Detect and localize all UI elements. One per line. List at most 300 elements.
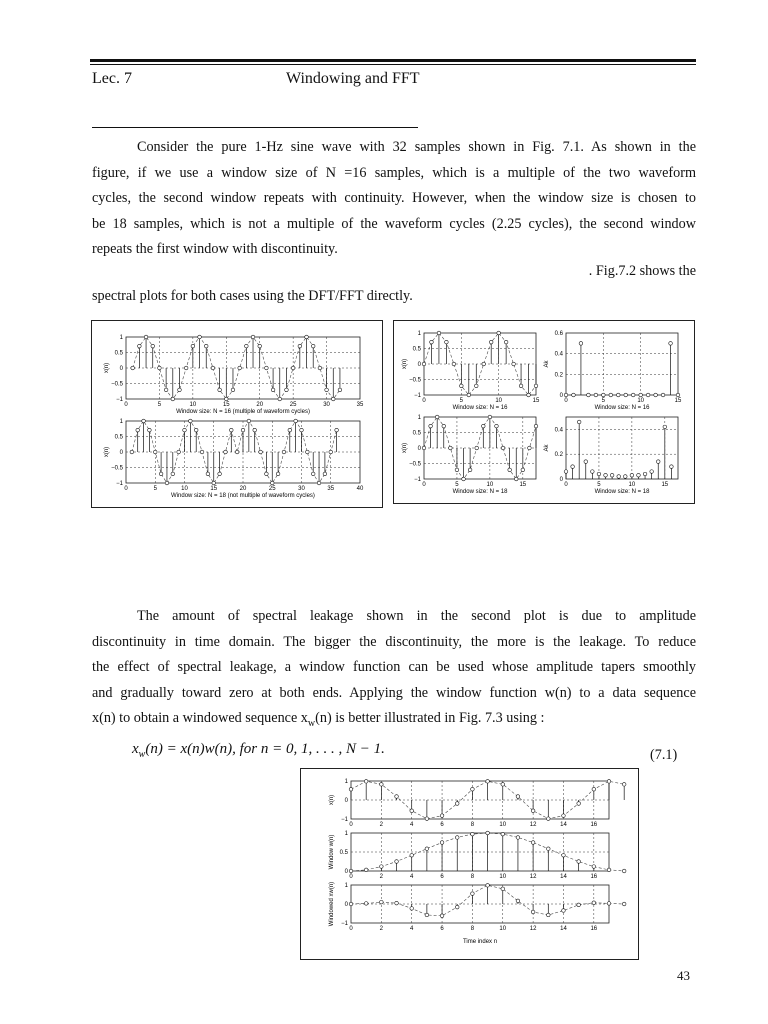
stem-marker bbox=[637, 473, 641, 477]
x-tick-label: 0 bbox=[564, 482, 568, 488]
stem-marker bbox=[437, 331, 441, 335]
x-tick-label: 5 bbox=[153, 486, 157, 492]
paragraph-1 bbox=[92, 135, 696, 263]
stem-marker bbox=[158, 366, 162, 370]
stem-marker bbox=[198, 335, 202, 339]
y-tick-label: 1 bbox=[344, 883, 348, 889]
x-tick-label: 6 bbox=[440, 822, 444, 828]
stem-marker bbox=[643, 472, 647, 476]
p2-line-last bbox=[92, 706, 696, 736]
stem-marker bbox=[410, 809, 414, 813]
x-tick-label: 0 bbox=[422, 482, 426, 488]
stem-marker bbox=[270, 481, 274, 485]
stem-marker bbox=[610, 473, 614, 477]
stem-marker bbox=[656, 460, 660, 464]
x-tick-label: 14 bbox=[560, 926, 567, 932]
stem-marker bbox=[194, 428, 198, 432]
stem-marker bbox=[206, 472, 210, 476]
chapter-title: Windowing and FFT bbox=[286, 70, 420, 87]
stem-marker bbox=[622, 902, 626, 906]
stem-marker bbox=[449, 446, 453, 450]
stem-marker bbox=[318, 366, 322, 370]
stem-marker bbox=[151, 344, 155, 348]
lecture-number: Lec. 7 bbox=[92, 70, 132, 87]
stem-marker bbox=[504, 340, 508, 344]
stem-marker bbox=[278, 397, 282, 401]
x-tick-label: 10 bbox=[189, 402, 197, 408]
y-tick-label: 0.4 bbox=[554, 427, 563, 434]
stem-marker bbox=[534, 424, 538, 428]
p1-line: be 18 samples, which is not a multiple of the waveform cycles (2.25 cycles), the second window bbox=[92, 215, 696, 232]
stem-marker bbox=[650, 470, 654, 474]
x-tick-label: 15 bbox=[210, 486, 218, 492]
stem-marker bbox=[159, 472, 163, 476]
x-tick-label: 10 bbox=[486, 482, 494, 488]
eq-lhs: x bbox=[132, 741, 139, 757]
x-tick-label: 15 bbox=[661, 482, 669, 488]
stem-marker bbox=[501, 832, 505, 836]
stem-marker bbox=[528, 446, 532, 450]
stem-marker bbox=[130, 450, 134, 454]
y-tick-label: 0.2 bbox=[554, 372, 563, 379]
x-tick-label: 8 bbox=[470, 822, 475, 828]
stem-marker bbox=[486, 884, 490, 888]
stem-marker bbox=[592, 865, 596, 869]
stem-marker bbox=[364, 868, 368, 872]
stem-marker bbox=[571, 465, 575, 469]
x-tick-label: 4 bbox=[410, 822, 414, 828]
stem-marker bbox=[265, 472, 269, 476]
x-tick-label: 0 bbox=[349, 874, 353, 880]
x-tick-label: 14 bbox=[560, 874, 567, 880]
x-tick-label: 16 bbox=[590, 874, 598, 880]
x-tick-label: 30 bbox=[298, 486, 305, 492]
stem-marker bbox=[440, 814, 444, 818]
stem-marker bbox=[429, 424, 433, 428]
stem-marker bbox=[531, 841, 535, 845]
y-tick-label: −0.5 bbox=[409, 377, 421, 384]
panel-caption: Window size: N = 16 bbox=[594, 405, 650, 411]
panel-caption: Window size: N = 18 (not multiple of waveform cycles) bbox=[171, 493, 315, 499]
stem-marker bbox=[349, 787, 353, 791]
stem-marker bbox=[329, 450, 333, 454]
y-tick-label: 0.5 bbox=[114, 434, 123, 441]
figure-7-2 bbox=[393, 320, 695, 504]
stem-marker bbox=[300, 428, 304, 432]
stem-marker bbox=[338, 388, 342, 392]
x-tick-label: 10 bbox=[495, 398, 503, 404]
stem-marker bbox=[144, 335, 148, 339]
x-tick-label: 40 bbox=[356, 486, 364, 492]
page-number: 43 bbox=[677, 968, 690, 983]
y-axis-label: Ak bbox=[544, 360, 550, 368]
stem-marker bbox=[241, 428, 245, 432]
stem-marker bbox=[622, 869, 626, 873]
stem-marker bbox=[609, 393, 613, 397]
y-tick-label: 0 bbox=[417, 362, 421, 368]
y-tick-label: 0 bbox=[344, 798, 348, 804]
stem-marker bbox=[148, 428, 152, 432]
stem-marker bbox=[212, 481, 216, 485]
stem-marker bbox=[282, 450, 286, 454]
stem-marker bbox=[471, 892, 475, 896]
x-tick-label: 10 bbox=[181, 486, 188, 492]
stem-marker bbox=[136, 428, 140, 432]
stem-marker bbox=[380, 783, 384, 787]
figure-7-1 bbox=[91, 320, 383, 508]
stem-marker bbox=[294, 419, 298, 423]
stem-marker bbox=[380, 865, 384, 869]
stem-marker bbox=[395, 795, 399, 799]
p2-line: The amount of spectral leakage shown in the second plot is due to amplitude bbox=[137, 608, 696, 624]
stem-marker bbox=[564, 470, 568, 474]
stem-marker bbox=[410, 907, 414, 911]
stem-marker bbox=[486, 831, 490, 835]
p2-line: discontinuity in time domain. The bigger the discontinuity, the more is the leakage. To reduce bbox=[92, 633, 696, 650]
stem-marker bbox=[265, 366, 269, 370]
stem-marker bbox=[460, 384, 464, 388]
stem-marker bbox=[440, 841, 444, 845]
header-rule-thin bbox=[90, 64, 696, 65]
x-tick-label: 15 bbox=[222, 402, 230, 408]
p2-last-post: (n) is better illustrated in Fig. 7.3 using : bbox=[315, 710, 545, 727]
panel-caption: Window size: N = 16 bbox=[452, 405, 508, 411]
panel-caption: Window size: N = 18 bbox=[452, 489, 508, 495]
x-tick-label: 20 bbox=[256, 402, 264, 408]
stem-marker bbox=[325, 388, 329, 392]
x-tick-label: 8 bbox=[470, 874, 475, 880]
stem-marker bbox=[646, 393, 650, 397]
y-tick-label: 1 bbox=[344, 779, 348, 785]
stem-marker bbox=[285, 388, 289, 392]
eq-lhs-sub: w bbox=[138, 749, 146, 760]
p1-line: cycles, the second window repeats with continuity. However, when the window size is chosen to bbox=[92, 190, 696, 207]
x-tick-label: 0 bbox=[349, 926, 353, 932]
stem-marker bbox=[380, 900, 384, 904]
stem-marker bbox=[531, 910, 535, 914]
stem-marker bbox=[630, 473, 634, 477]
stem-marker bbox=[501, 446, 505, 450]
stem-marker bbox=[579, 342, 583, 346]
stem-marker bbox=[594, 393, 598, 397]
stem-marker bbox=[584, 460, 588, 464]
stem-marker bbox=[422, 362, 426, 366]
stem-marker bbox=[669, 342, 673, 346]
y-tick-label: 0.6 bbox=[554, 331, 563, 337]
fig72-intro-fragment: . Fig.7.2 shows the bbox=[588, 263, 696, 279]
stem-marker bbox=[455, 836, 459, 840]
stem-marker bbox=[516, 836, 520, 840]
stem-marker bbox=[471, 787, 475, 791]
stem-marker bbox=[617, 475, 621, 479]
stem-marker bbox=[317, 481, 321, 485]
stem-marker bbox=[534, 384, 538, 388]
header-rule-thick bbox=[90, 59, 696, 62]
x-tick-label: 15 bbox=[532, 398, 540, 404]
stem-marker bbox=[258, 344, 262, 348]
p2-last-sub: w bbox=[307, 718, 316, 730]
stem-marker bbox=[455, 905, 459, 909]
stem-marker bbox=[452, 362, 456, 366]
stem-marker bbox=[230, 428, 234, 432]
stem-marker bbox=[138, 344, 142, 348]
y-tick-label: 0 bbox=[417, 446, 421, 452]
stem-marker bbox=[562, 814, 566, 818]
stem-marker bbox=[597, 472, 601, 476]
stem-marker bbox=[602, 393, 606, 397]
stem-marker bbox=[587, 393, 591, 397]
stem-marker bbox=[410, 853, 414, 857]
stem-marker bbox=[349, 869, 353, 873]
spectral-line: spectral plots for both cases using the DFT/FFT directly. bbox=[92, 288, 413, 304]
y-tick-label: −0.5 bbox=[111, 381, 123, 388]
y-tick-label: 1 bbox=[417, 415, 421, 421]
stem-marker bbox=[591, 470, 595, 474]
stem-marker bbox=[211, 366, 215, 370]
y-tick-label: −0.5 bbox=[111, 465, 123, 472]
stem-marker bbox=[288, 428, 292, 432]
x-tick-label: 0 bbox=[422, 398, 426, 404]
stem-marker bbox=[486, 780, 490, 784]
stem-marker bbox=[623, 475, 627, 479]
y-tick-label: 0 bbox=[119, 450, 123, 456]
stem-marker bbox=[218, 388, 222, 392]
stem-marker bbox=[462, 477, 466, 481]
p1-line: figure, if we use a window size of N =16 samples, which is a multiple of the two waveform bbox=[92, 164, 696, 181]
stem-marker bbox=[191, 344, 195, 348]
y-tick-label: 1 bbox=[119, 419, 123, 425]
x-tick-label: 0 bbox=[124, 486, 128, 492]
stem-marker bbox=[440, 914, 444, 918]
y-tick-label: 1 bbox=[119, 335, 123, 341]
stem-marker bbox=[189, 419, 193, 423]
stem-marker bbox=[572, 393, 576, 397]
stem-marker bbox=[527, 393, 531, 397]
y-axis-label: x(n) bbox=[329, 794, 335, 806]
stem-marker bbox=[276, 472, 280, 476]
panel-caption: Window size: N = 18 bbox=[594, 489, 650, 495]
x-tick-label: 4 bbox=[410, 874, 414, 880]
x-tick-label: 10 bbox=[499, 926, 507, 932]
x-tick-label: 10 bbox=[499, 822, 507, 828]
x-tick-label: 12 bbox=[529, 874, 537, 880]
paragraph-2 bbox=[92, 604, 696, 737]
x-tick-label: 20 bbox=[239, 486, 247, 492]
p1-line: repeats the first window with discontinuity. bbox=[92, 241, 338, 258]
stem-marker bbox=[200, 450, 204, 454]
plot-frame bbox=[566, 333, 678, 395]
stem-marker bbox=[445, 340, 449, 344]
x-tick-label: 25 bbox=[289, 402, 297, 408]
stem-marker bbox=[349, 902, 353, 906]
y-tick-label: 1 bbox=[344, 831, 348, 837]
stem-marker bbox=[171, 472, 175, 476]
figure-7-3 bbox=[300, 768, 639, 960]
x-tick-label: 5 bbox=[601, 398, 606, 404]
y-tick-label: 0 bbox=[559, 393, 563, 399]
stem-marker bbox=[131, 366, 135, 370]
stem-marker bbox=[676, 393, 680, 397]
stem-marker bbox=[291, 366, 295, 370]
x-tick-label: 10 bbox=[499, 874, 507, 880]
stem-marker bbox=[546, 847, 550, 851]
x-tick-label: 0 bbox=[564, 398, 568, 404]
stem-marker bbox=[616, 393, 620, 397]
y-axis-label: x(n) bbox=[402, 358, 408, 370]
stem-marker bbox=[670, 465, 674, 469]
p2-last-pre: x(n) to obtain a windowed sequence x bbox=[92, 710, 308, 727]
x-tick-label: 5 bbox=[157, 402, 162, 408]
x-tick-label: 30 bbox=[323, 402, 330, 408]
stem-marker bbox=[238, 366, 242, 370]
stem-marker bbox=[495, 424, 499, 428]
x-tick-label: 15 bbox=[674, 398, 682, 404]
stem-marker bbox=[455, 468, 459, 472]
x-tick-label: 35 bbox=[356, 402, 364, 408]
stem-marker bbox=[335, 428, 339, 432]
stem-marker bbox=[165, 481, 169, 485]
y-tick-label: −1 bbox=[414, 393, 421, 399]
stem-marker bbox=[607, 902, 611, 906]
stem-marker bbox=[661, 393, 665, 397]
section-rule bbox=[92, 127, 418, 128]
stem-marker bbox=[430, 340, 434, 344]
stem-marker bbox=[364, 902, 368, 906]
x-tick-label: 2 bbox=[379, 926, 384, 932]
stem-marker bbox=[607, 780, 611, 784]
x-axis-label: Time index n bbox=[462, 939, 498, 945]
stem-marker bbox=[442, 424, 446, 428]
y-tick-label: 0.5 bbox=[412, 430, 421, 437]
stem-marker bbox=[364, 780, 368, 784]
stem-marker bbox=[235, 450, 239, 454]
stem-marker bbox=[253, 428, 257, 432]
stem-marker bbox=[531, 809, 535, 813]
y-tick-label: −1 bbox=[116, 397, 123, 403]
stem-marker bbox=[622, 783, 626, 787]
y-tick-label: 0.5 bbox=[412, 346, 421, 353]
y-tick-label: 0 bbox=[344, 869, 348, 875]
stem-marker bbox=[481, 424, 485, 428]
y-tick-label: 0 bbox=[344, 902, 348, 908]
x-tick-label: 2 bbox=[379, 874, 384, 880]
stem-marker bbox=[164, 388, 168, 392]
stem-marker bbox=[639, 393, 643, 397]
equation-7-1 bbox=[132, 741, 385, 760]
y-tick-label: 0.2 bbox=[554, 452, 563, 459]
x-tick-label: 4 bbox=[410, 926, 414, 932]
stem-marker bbox=[422, 446, 426, 450]
x-tick-label: 6 bbox=[440, 926, 444, 932]
y-tick-label: 0.4 bbox=[554, 351, 563, 358]
p1-line: Consider the pure 1-Hz sine wave with 32 samples shown in Fig. 7.1. As shown in the bbox=[137, 139, 696, 155]
stem-marker bbox=[467, 393, 471, 397]
stem-marker bbox=[564, 393, 568, 397]
stem-marker bbox=[306, 450, 310, 454]
x-tick-label: 10 bbox=[628, 482, 636, 488]
stem-marker bbox=[577, 420, 581, 424]
stem-marker bbox=[546, 817, 550, 821]
y-axis-label: x(n) bbox=[104, 446, 110, 458]
stem-marker bbox=[514, 477, 518, 481]
stem-marker bbox=[305, 335, 309, 339]
p2-line: the effect of spectral leakage, a window function can be used whose amplitude tapers smoothly bbox=[92, 659, 696, 676]
y-tick-label: 0.5 bbox=[339, 850, 348, 856]
eq-rhs: (n) = x(n)w(n), for n = 0, 1, . . . , N − 1. bbox=[145, 741, 385, 757]
y-tick-label: −1 bbox=[414, 477, 421, 483]
x-tick-label: 6 bbox=[440, 874, 444, 880]
stem-marker bbox=[654, 393, 658, 397]
stem-marker bbox=[471, 832, 475, 836]
stem-marker bbox=[592, 901, 596, 905]
stem-marker bbox=[224, 397, 228, 401]
x-tick-label: 16 bbox=[590, 926, 598, 932]
stem-marker bbox=[607, 868, 611, 872]
x-tick-label: 2 bbox=[379, 822, 384, 828]
x-tick-label: 16 bbox=[590, 822, 598, 828]
stem-marker bbox=[521, 468, 525, 472]
panel-caption: Window size: N = 16 (multiple of waveform cycles) bbox=[176, 409, 310, 415]
stem-marker bbox=[482, 362, 486, 366]
stem-marker bbox=[501, 887, 505, 891]
stem-marker bbox=[231, 388, 235, 392]
stem-marker bbox=[323, 472, 327, 476]
x-tick-label: 10 bbox=[637, 398, 645, 404]
stem-marker bbox=[489, 340, 493, 344]
stem-marker bbox=[183, 428, 187, 432]
stem-marker bbox=[259, 450, 263, 454]
stem-marker bbox=[519, 384, 523, 388]
x-tick-label: 12 bbox=[529, 926, 537, 932]
stem-marker bbox=[501, 783, 505, 787]
stem-marker bbox=[395, 860, 399, 864]
x-tick-label: 15 bbox=[519, 482, 527, 488]
stem-marker bbox=[474, 384, 478, 388]
stem-marker bbox=[395, 901, 399, 905]
stem-marker bbox=[577, 860, 581, 864]
stem-marker bbox=[204, 344, 208, 348]
x-tick-label: 8 bbox=[470, 926, 475, 932]
stem-marker bbox=[178, 388, 182, 392]
x-tick-label: 14 bbox=[560, 822, 567, 828]
y-tick-label: −0.5 bbox=[409, 461, 421, 468]
x-tick-label: 0 bbox=[349, 822, 353, 828]
x-tick-label: 35 bbox=[327, 486, 335, 492]
stem-marker bbox=[184, 366, 188, 370]
stem-marker bbox=[455, 802, 459, 806]
x-tick-label: 12 bbox=[529, 822, 537, 828]
stem-marker bbox=[663, 425, 667, 429]
stem-marker bbox=[298, 344, 302, 348]
stem-marker bbox=[631, 393, 635, 397]
stem-marker bbox=[624, 393, 628, 397]
stem-marker bbox=[546, 913, 550, 917]
x-tick-label: 25 bbox=[268, 486, 276, 492]
stem-marker bbox=[435, 415, 439, 419]
stem-marker bbox=[604, 473, 608, 477]
stem-marker bbox=[331, 397, 335, 401]
stem-marker bbox=[577, 903, 581, 907]
y-tick-label: 1 bbox=[417, 331, 421, 337]
x-tick-label: 0 bbox=[124, 402, 128, 408]
x-tick-label: 5 bbox=[459, 398, 464, 404]
stem-marker bbox=[497, 331, 501, 335]
stem-marker bbox=[508, 468, 512, 472]
equation-number: (7.1) bbox=[650, 747, 678, 763]
stem-marker bbox=[475, 446, 479, 450]
stem-marker bbox=[311, 344, 315, 348]
y-tick-label: 0.5 bbox=[114, 350, 123, 357]
